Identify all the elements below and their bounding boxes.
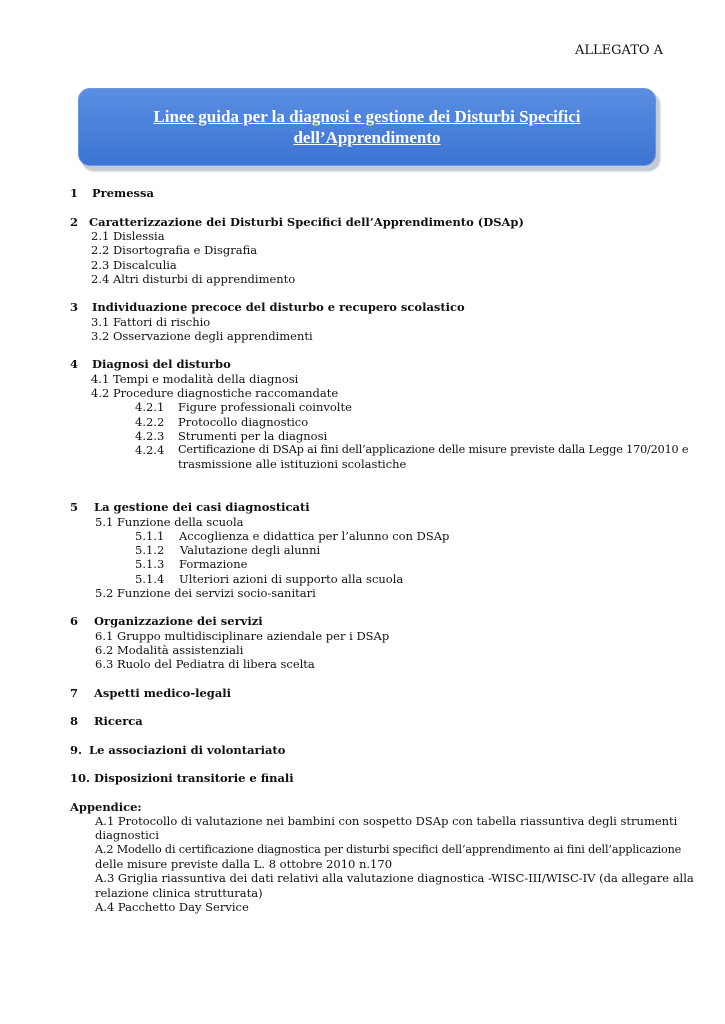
toc-subitem-continuation: trasmissione alle istituzioni scolastiche	[178, 457, 407, 471]
toc-item: 6.1 Gruppo multidisciplinare aziendale per i DSAp	[95, 629, 390, 643]
section-title: Premessa	[92, 186, 154, 200]
section-number: 8	[70, 714, 79, 728]
toc-item: 5.1 Funzione della scuola	[95, 515, 244, 529]
section-number: 1	[70, 186, 79, 200]
title-banner	[78, 88, 656, 166]
section-title: La gestione dei casi diagnosticati	[94, 500, 310, 514]
appendix-heading: Appendice:	[70, 800, 142, 814]
appendix-line: diagnostici	[95, 828, 159, 842]
toc-subitem: Valutazione degli alunni	[180, 543, 321, 557]
toc-item: 2.1 Dislessia	[91, 229, 165, 243]
toc-item: 5.2 Funzione dei servizi socio-sanitari	[95, 586, 316, 600]
toc-subitem: Formazione	[179, 557, 248, 571]
toc-item: 2.4 Altri disturbi di apprendimento	[91, 272, 296, 286]
section-title: Caratterizzazione dei Disturbi Specifici dell’Apprendimento (DSAp)	[89, 215, 524, 229]
toc-subitem-number: 4.2.3	[135, 429, 165, 443]
section-title: Individuazione precoce del disturbo e recupero scolastico	[92, 300, 465, 314]
toc-item: 3.1 Fattori di rischio	[91, 315, 211, 329]
toc-subitem-number: 4.2.2	[135, 415, 165, 429]
toc-subitem: Ulteriori azioni di supporto alla scuola	[179, 572, 404, 586]
toc-subitem-number: 4.2.4	[135, 443, 165, 457]
toc-subitem: Figure professionali coinvolte	[178, 400, 352, 414]
toc-item: 4.1 Tempi e modalità della diagnosi	[91, 372, 299, 386]
section-title: Diagnosi del disturbo	[92, 357, 231, 371]
toc-item: 3.2 Osservazione degli apprendimenti	[91, 329, 313, 343]
toc-item: 2.2 Disortografia e Disgrafia	[91, 243, 258, 257]
section-title: Aspetti medico-legali	[94, 686, 232, 700]
appendix-line: A.3 Griglia riassuntiva dei dati relativi alla valutazione diagnostica -WISC-III/WISC-IV (da allegare alla	[95, 871, 694, 885]
section-number: 6	[70, 614, 79, 628]
section-number: 5	[70, 500, 79, 514]
section-title: Ricerca	[94, 714, 143, 728]
toc-subitem: Accoglienza e didattica per l’alunno con DSAp	[179, 529, 450, 543]
section-number: 10.	[70, 771, 91, 785]
toc-subitem-number: 4.2.1	[135, 400, 165, 414]
section-title: Le associazioni di volontariato	[89, 743, 286, 757]
section-number: 4	[70, 357, 79, 371]
appendix-line: delle misure previste dalla L. 8 ottobre 2010 n.170	[95, 857, 393, 871]
allegato-label: ALLEGATO A	[575, 43, 664, 58]
toc-subitem-number: 5.1.2	[135, 543, 165, 557]
toc-item: 2.3 Discalculia	[91, 258, 177, 272]
appendix-line: A.2 Modello di certificazione diagnostica per disturbi specifici dell’apprendimento ai fini dell’applicazione	[95, 843, 682, 856]
toc-subitem-number: 5.1.4	[135, 572, 165, 586]
section-number: 9.	[70, 743, 83, 757]
appendix-line: A.4 Pacchetto Day Service	[95, 900, 249, 914]
toc-subitem-number: 5.1.3	[135, 557, 165, 571]
section-number: 3	[70, 300, 79, 314]
title-line-1: Linee guida per la diagnosi e gestione dei Disturbi Specifici	[153, 107, 581, 126]
toc-subitem: Strumenti per la diagnosi	[178, 429, 328, 443]
section-title: Disposizioni transitorie e finali	[94, 771, 294, 785]
section-number: 7	[70, 686, 79, 700]
toc-item: 6.2 Modalità assistenziali	[95, 643, 244, 657]
section-number: 2	[70, 215, 79, 229]
toc-subitem: Protocollo diagnostico	[178, 415, 309, 429]
document-title	[79, 106, 655, 148]
toc-subitem-number: 5.1.1	[135, 529, 165, 543]
toc-item: 4.2 Procedure diagnostiche raccomandate	[91, 386, 339, 400]
toc-item: 6.3 Ruolo del Pediatra di libera scelta	[95, 657, 315, 671]
section-title: Organizzazione dei servizi	[94, 614, 263, 628]
toc-subitem: Certificazione di DSAp ai fini dell’applicazione delle misure previste dalla Legge 170/2010 e	[178, 443, 689, 456]
appendix-line: relazione clinica strutturata)	[95, 886, 263, 900]
title-line-2: dell’Apprendimento	[293, 128, 441, 147]
appendix-line: A.1 Protocollo di valutazione nei bambini con sospetto DSAp con tabella riassuntiva degli strumenti	[95, 814, 678, 828]
